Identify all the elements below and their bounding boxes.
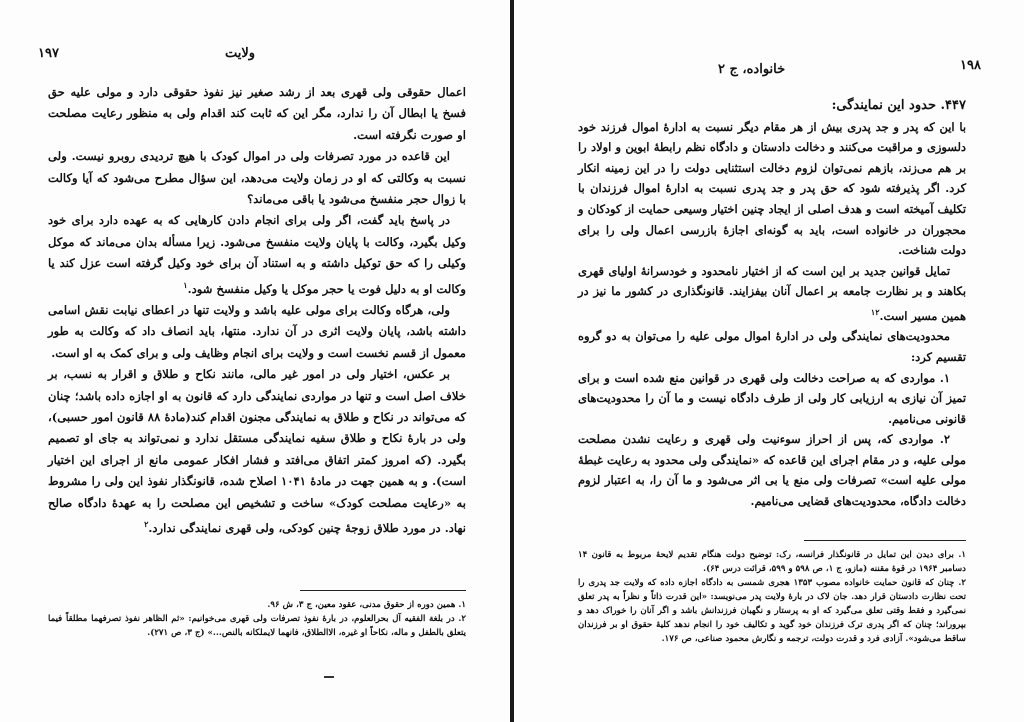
right-page-number: ۱۹۸ [960,58,981,73]
left-footnote-2: ۲. در بلغة الفقیه آل بحرالعلوم، در بارهٔ نفوذ تصرفات ولی قهری می‌خوانیم: «ثم الظاهر نفوذ تصرفهما مطلقاً فیما یتعلق بالطفل و ماله، نکاحاً او غیره، الاالطلاق، فانهما لایملکانه بالنص...» (ج ۳، ص ۲۷۱). [48,614,466,638]
left-body-text [48,82,466,539]
left-paragraph-5-text: بر عکس، اختیار ولی در امور غیر مالی، مانند نکاح و طلاق و اقرار به نسب، بر خلاف اصل است و تنها در مواردی نمایندگی دارد که قانون به او اجازه داده باشد؛ چنان که می‌تواند در نکاح و طلاق به نمایندگی مجنون اقدام کند(مادهٔ ۸۸ قانون امور حسبی)، ولی در بارهٔ نکاح و طلاق سفیه نمایندگی مستقل ندارد و نمی‌تواند به جای او تصمیم بگیرد. (که امروز کمتر اتفاق می‌افتد و فشار افکار عمومی مانع از اجرای این اختیار است). و به همین جهت در مادهٔ ۱۰۴۱ اصلاح شده، قانونگذار نفوذ این ولی را مشروط به «رعایت مصلحت کودک» ساخت و تشخیص این مصلحت را به عهدهٔ دادگاه صالح نهاد. در مورد طلاق زوجهٔ چنین کودکی، ولی قهری نمایندگی ندارد. [48,367,466,535]
right-paragraph-5: ۲. مواردی که، پس از احراز سوءنیت ولی قهری و رعایت نشدن مصلحت مولی علیه، و در مقام اجرای این قاعده که «نمایندگی ولی محدود به رعایت غبطهٔ مولی علیه است» تصرفات ولی منع یا بی اثر می‌شود و ما آن را، به اعتبار لزوم دخالت دادگاه، محدودیت‌های قضایی می‌نامیم. [578,432,967,509]
right-paragraph-3: محدودیت‌های نمایندگی ولی در ادارهٔ اموال مولی علیه را می‌توان به دو گروه تقسیم کرد: [578,329,966,364]
left-footnotes [48,598,466,640]
right-page [514,0,1024,722]
right-paragraph-2 [578,261,966,327]
right-footnote-mark-1: ۱ [870,306,876,317]
left-paragraph-2: این قاعده در مورد تصرفات ولی در اموال کودک با هیچ تردیدی روبرو نیست. ولی نسبت به وکالتی که او در زمان ولایت می‌دهد، این سؤال مطرح می‌شود که آیا وکالت با زوال حجر منفسخ می‌شود یا باقی می‌ماند؟ [48,149,466,207]
left-footnote-1: ۱. همین دوره از حقوق مدنی، عقود معین، ج ۳، ش ۹۶. [267,600,466,610]
right-footnotes [578,548,966,646]
footnote-mark-2: ۲ [144,518,149,529]
left-running-title: ولایت [225,46,256,61]
right-paragraph-4: ۱. مواردی که به صراحت دخالت ولی قهری در قوانین منع شده است و برای تمیز آن نیازی به ارزیابی کار ولی از طرف دادگاه نیست و ما آن را محدودیت‌های قانونی می‌نامیم. [578,370,966,426]
right-running-title: خانواده، ج ۲ [718,62,786,77]
left-paragraph-3 [48,210,466,299]
right-footnote-2: ۲. چنان که قانون حمایت خانواده مصوب ۱۳۵۳ هجری شمسی به دادگاه اجازه داده که ولایت جد پدری را تحت نظارت دادستان قرار دهد. جان لاک در بارهٔ ولایت پدر می‌نویسد: «این قدرت ذاتاً و نظراً به پدر تعلق نمی‌گیرد و فقط وقتی تعلق می‌گیرد که او به پرستار و نگهبان فرزندانش باشد و اگر آنان را خوراک دهد و بپروراند؛ چنان که اگر پدری ترک فرزندان خود گوید و تکالیف خود را انجام ندهد کلیهٔ حقوق او بر فرزندان ساقط می‌شود». آزادی فرد و قدرت دولت، ترجمه و نگارش محمود صناعی، ص ۱۷۶. [578,578,966,644]
left-page [0,0,510,722]
left-paragraph-4: ولی، هرگاه وکالت برای مولی علیه باشد و ولایت تنها در اعطای نیابت نقش اسامی داشته باشد، پایان ولایت اثری در آن ندارد. منتها، باید انصاف داد که وکالت به طور معمول از قسم نخست است و ولایت برای انجام وظایف ولی و برای کمک به او است. [48,302,466,360]
page-mark [324,676,334,678]
right-footnote-rule [804,540,966,541]
right-footnote-mark-2: ۲ [875,306,880,317]
right-paragraph-2-text: تمایل قوانین جدید بر این است که از اختیار نامحدود و خودسرانهٔ اولیای قهری بکاهند و بر نظارت جامعه بر اعمال آنان بیفزایند. قانونگذاری در کشور ما نیز در همین مسیر است. [578,263,966,323]
section-title: ۴۴۷. حدود این نمایندگی: [831,98,966,113]
right-body-text [578,96,966,512]
left-footnote-rule [300,590,466,591]
right-paragraph-1: با این که پدر و جد پدری بیش از هر مقام دیگر نسبت به ادارهٔ اموال فرزند خود دلسوزی و مراقبت می‌کنند و دخالت دادستان و دادگاه نظم رابطهٔ ابوین و اولاد را بر هم می‌زند، بازهم نمی‌توان لزوم دخالت استثنایی دولت را در این زمینه انکار کرد. اگر پذیرفته شود که حق پدر و جد پدری نسبت به ادارهٔ اموال فرزندان با تکلیف آمیخته است و هدف اصلی از ایجاد چنین اختیار وسیعی حمایت از کودکان و محجوران در خانواده است، باید به گونه‌ای اجازهٔ بازرسی اعمال ولی را برای دولت شناخت. [578,119,966,258]
left-paragraph-3-text: در پاسخ باید گفت، اگر ولی برای انجام دادن کارهایی که به عهده دارد برای خود وکیل بگیرد، وکالت با پایان ولایت منفسخ می‌شود. زیرا مسأله بدان می‌ماند که موکل وکیلی را که حق توکیل داشته و به استناد آن برای خود وکیل گرفته است عزل کند یا وکالت او به دلیل فوت یا حجر موکل یا وکیل منفسخ شود. [48,213,466,296]
left-page-number: ۱۹۷ [38,46,59,61]
left-paragraph-1: اعمال حقوقی ولی قهری بعد از رشد صغیر نیز نفوذ حقوقی دارد و مولی علیه حق فسخ یا ابطال آن را ندارد، مگر این که ثابت کند اقدام ولی به منظور رعایت مصلحت او صورت نگرفته است. [48,85,466,142]
right-footnote-1: ۱. برای دیدن این تمایل در قانونگذار فرانسه، رک: توضیح دولت هنگام تقدیم لایحهٔ مربوط به قانون ۱۴ دسامبر ۱۹۶۴ در قوهٔ مقننه (مازو، ج ۱، ص ۵۹۸ و ۵۹۹، قرائت درس ۶۴). [578,550,966,574]
footnote-mark-1: ۱ [183,279,188,290]
left-paragraph-5 [48,364,466,539]
